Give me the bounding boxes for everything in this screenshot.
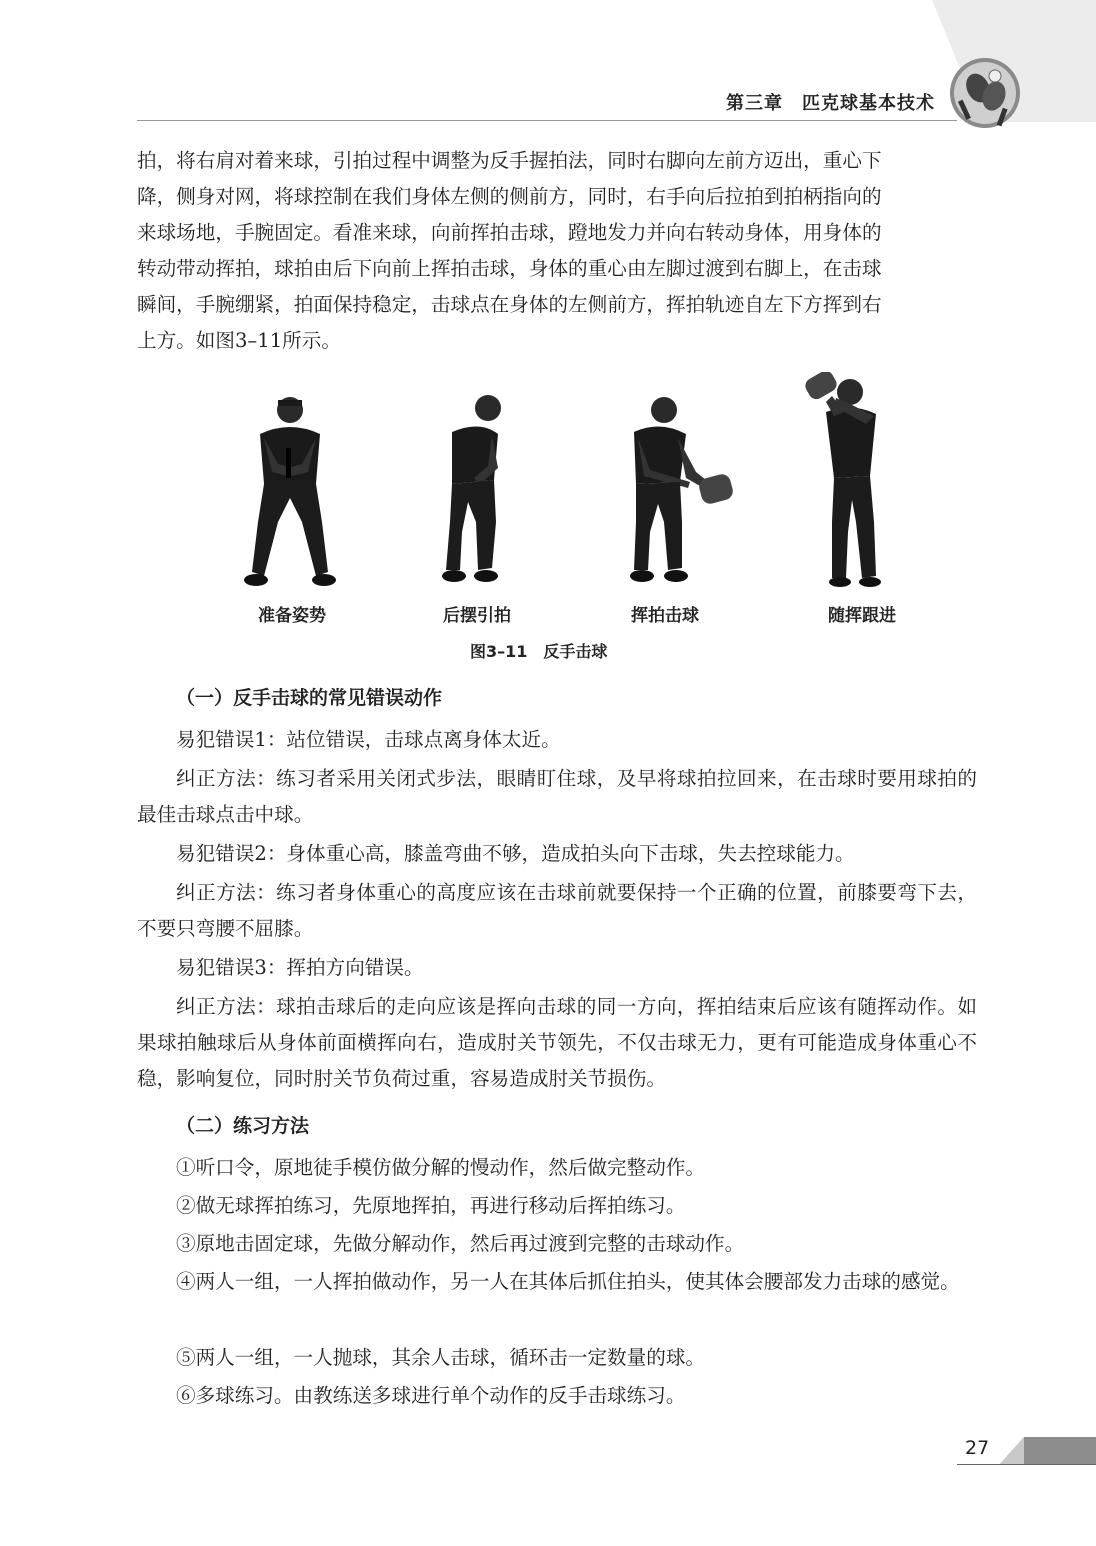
error-1-text: 易犯错误1：站位错误，击球点离身体太近。 (176, 728, 561, 751)
fix-3-text: 纠正方法：球拍击球后的走向应该是挥向击球的同一方向，挥拍结束后应该有随挥动作。如果球拍触球后从身体前面横挥向右，造成肘关节领先，不仅击球无力，更有可能造成身体重心不稳，影响复位，同时肘关节负荷过重，容易造成肘关节损伤。 (137, 995, 977, 1090)
intro-line: 降，侧身对网，将球控制在我们身体左侧的侧前方，同时，右手向后拉拍到拍柄指向的 (137, 185, 882, 208)
figure-ready-stance (244, 397, 336, 586)
practice-method-4: ④两人一组，一人挥拍做动作，另一人在其体后抓住拍头，使其体会腰部发力击球的感觉。 (176, 1270, 960, 1293)
footer-rule (957, 1464, 1096, 1465)
intro-paragraph (137, 143, 977, 359)
figure-label-3: 挥拍击球 (631, 606, 699, 626)
figure-backswing (442, 395, 501, 582)
pickleball-logo-icon (948, 56, 1022, 130)
header-rule (137, 120, 957, 121)
figure-follow-through (803, 372, 881, 587)
figure-label-1: 准备姿势 (258, 606, 326, 626)
practice-method-1: ①听口令，原地徒手模仿做分解的慢动作，然后做完整动作。 (176, 1156, 706, 1179)
fix-2-text: 纠正方法：练习者身体重心的高度应该在击球前就要保持一个正确的位置，前膝要弯下去，不要只弯腰不屈膝。 (137, 881, 977, 940)
figure-label-2: 后摆引拍 (443, 606, 511, 626)
practice-method-6: ⑥多球练习。由教练送多球进行单个动作的反手击球练习。 (176, 1384, 686, 1407)
backhand-figure-sequence (230, 372, 910, 612)
section-heading-practice: （二）练习方法 (176, 1115, 310, 1137)
practice-method-3: ③原地击固定球，先做分解动作，然后再过渡到完整的击球动作。 (176, 1232, 745, 1255)
fix-1-text: 纠正方法：练习者采用关闭式步法，眼睛盯住球，及早将球拍拉回来，在击球时要用球拍的最佳击球点击中球。 (137, 767, 977, 826)
figure-label-4: 随挥跟进 (828, 606, 896, 626)
intro-line: 瞬间，手腕绷紧，拍面保持稳定，击球点在身体的左侧前方，挥拍轨迹自左下方挥到右 (137, 293, 882, 316)
error-3-text: 易犯错误3：挥拍方向错误。 (176, 956, 424, 979)
intro-line: 转动带动挥拍，球拍由后下向前上挥拍击球，身体的重心由左脚过渡到右脚上，在击球 (137, 257, 882, 280)
practice-method-2: ②做无球挥拍练习，先原地挥拍，再进行移动后挥拍练习。 (176, 1194, 686, 1217)
footer-bar-decoration (1000, 1437, 1096, 1465)
page-number: 27 (965, 1437, 990, 1459)
intro-line: 上方。如图3–11所示。 (137, 329, 341, 352)
error-2-text: 易犯错误2：身体重心高，膝盖弯曲不够，造成拍头向下击球，失去控球能力。 (176, 842, 855, 865)
figure-caption: 图3–11 反手击球 (470, 642, 608, 661)
intro-line: 来球场地，手腕固定。看准来球，向前挥拍击球，蹬地发力并向右转动身体，用身体的 (137, 221, 882, 244)
figure-swing-contact (630, 397, 735, 582)
chapter-title: 第三章 匹克球基本技术 (726, 93, 935, 114)
intro-line: 拍，将右肩对着来球，引拍过程中调整为反手握拍法，同时右脚向左前方迈出，重心下 (137, 149, 882, 172)
section-heading-errors: （一）反手击球的常见错误动作 (176, 687, 443, 709)
practice-method-5: ⑤两人一组，一人抛球，其余人击球，循环击一定数量的球。 (176, 1346, 706, 1369)
